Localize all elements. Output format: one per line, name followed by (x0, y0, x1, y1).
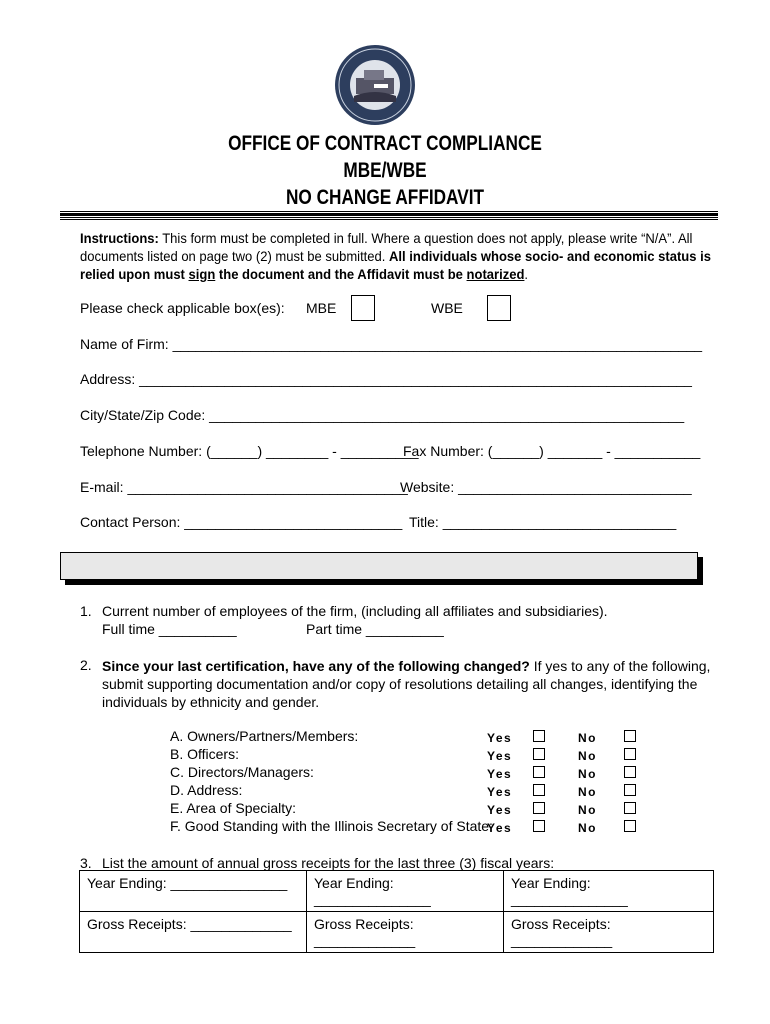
q3-text: List the amount of annual gross receipts for the last three (3) fiscal years: (102, 855, 555, 871)
gross-receipts-field-3[interactable]: Gross Receipts: _____________ (504, 912, 714, 953)
yes-checkbox-owners[interactable] (533, 730, 545, 742)
county-seal (334, 44, 416, 126)
page-title-line1: OFFICE OF CONTRACT COMPLIANCE (228, 132, 542, 155)
q3-number: 3. (80, 855, 92, 871)
yes-checkbox-good-standing[interactable] (533, 820, 545, 832)
mbe-checkbox[interactable] (351, 295, 375, 321)
q1-text: Current number of employees of the firm, (including all affiliates and subsidiaries). (102, 603, 608, 619)
yes-label: Yes (487, 749, 513, 763)
gross-receipts-field-2[interactable]: Gross Receipts: _____________ (307, 912, 504, 953)
q2-item-directors: C. Directors/Managers: (170, 764, 314, 780)
year-ending-field-1[interactable]: Year Ending: _______________ (80, 871, 307, 912)
no-checkbox-directors[interactable] (624, 766, 636, 778)
part-time-field[interactable]: Part time __________ (306, 621, 444, 637)
no-label: No (578, 731, 597, 745)
instructions-label: Instructions: (80, 230, 159, 246)
wbe-label: WBE (431, 300, 463, 316)
telephone-field[interactable]: Telephone Number: (______) ________ - __________ (80, 443, 419, 459)
title-field[interactable]: Title: ______________________________ (409, 514, 677, 530)
gross-receipts-table (79, 870, 714, 953)
email-field[interactable]: E-mail: ____________________________________ (80, 479, 408, 495)
section-divider-box (60, 552, 698, 580)
page-title-line3: NO CHANGE AFFIDAVIT (285, 186, 485, 209)
no-label: No (578, 767, 597, 781)
year-ending-field-2[interactable]: Year Ending: _______________ (307, 871, 504, 912)
year-ending-field-3[interactable]: Year Ending: _______________ (504, 871, 714, 912)
yes-label: Yes (487, 767, 513, 781)
yes-checkbox-directors[interactable] (533, 766, 545, 778)
check-applicable-label: Please check applicable box(es): (80, 300, 285, 316)
no-label: No (578, 803, 597, 817)
page-title-line2: MBE/WBE (343, 159, 427, 182)
q2-item-officers: B. Officers: (170, 746, 239, 762)
yes-checkbox-specialty[interactable] (533, 802, 545, 814)
no-checkbox-good-standing[interactable] (624, 820, 636, 832)
no-checkbox-address[interactable] (624, 784, 636, 796)
yes-label: Yes (487, 731, 513, 745)
no-checkbox-officers[interactable] (624, 748, 636, 760)
instructions: Instructions: This form must be completed in full. Where a question does not apply, please write “N/A”. All documents listed on page two (2) must be submitted. All individuals whose socio- and economic status is relied upon must sign the document and the Affidavit must be notarized. (80, 230, 711, 282)
wbe-checkbox[interactable] (487, 295, 511, 321)
q2-item-good-standing: F. Good Standing with the Illinois Secretary of State: (170, 818, 493, 834)
q2-item-address: D. Address: (170, 782, 243, 798)
no-checkbox-specialty[interactable] (624, 802, 636, 814)
table-row (80, 871, 714, 912)
no-label: No (578, 749, 597, 763)
yes-label: Yes (487, 803, 513, 817)
q1-number: 1. (80, 603, 92, 619)
yes-label: Yes (487, 821, 513, 835)
gross-receipts-field-1[interactable]: Gross Receipts: _____________ (80, 912, 307, 953)
fax-field[interactable]: Fax Number: (______) _______ - ___________ (403, 443, 701, 459)
city-state-zip-field[interactable]: City/State/Zip Code: _____________________________________________________________ (80, 407, 685, 423)
table-row (80, 912, 714, 953)
no-label: No (578, 821, 597, 835)
address-field[interactable]: Address: _______________________________________________________________________ (80, 371, 692, 387)
name-of-firm-field[interactable]: Name of Firm: ____________________________________________________________________ (80, 336, 703, 352)
yes-checkbox-officers[interactable] (533, 748, 545, 760)
no-label: No (578, 785, 597, 799)
yes-checkbox-address[interactable] (533, 784, 545, 796)
q2-item-owners: A. Owners/Partners/Members: (170, 728, 359, 744)
full-time-field[interactable]: Full time __________ (102, 621, 237, 637)
yes-label: Yes (487, 785, 513, 799)
website-field[interactable]: Website: ______________________________ (400, 479, 692, 495)
mbe-label: MBE (306, 300, 337, 316)
q2-number: 2. (80, 657, 92, 673)
contact-person-field[interactable]: Contact Person: ____________________________ (80, 514, 403, 530)
no-checkbox-owners[interactable] (624, 730, 636, 742)
q2-item-specialty: E. Area of Specialty: (170, 800, 297, 816)
q2-text: Since your last certification, have any of the following changed? If yes to any of the following, submit supporting documentation and/or copy of resolutions detailing all changes, identifying the individuals by ethnicity and gender. (102, 658, 711, 710)
header-divider (60, 211, 718, 220)
